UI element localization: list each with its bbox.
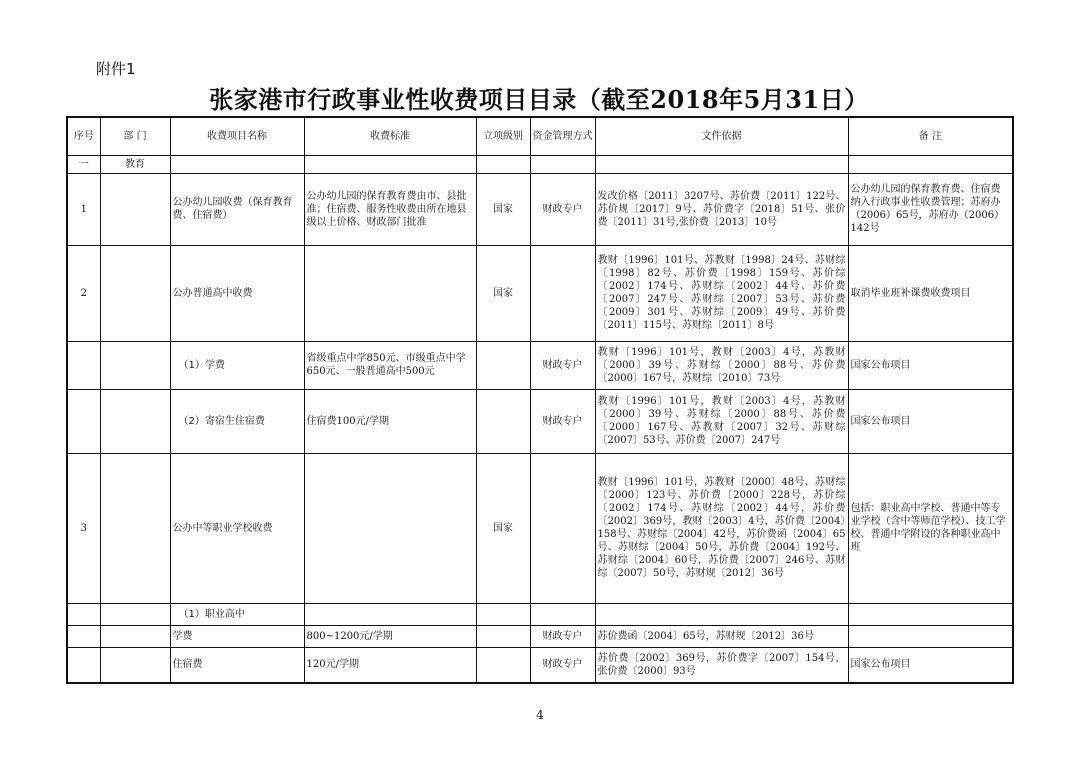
cell-seq: 3: [67, 453, 100, 603]
cell-docs: [595, 155, 848, 173]
document-title: 张家港市行政事业性收费项目目录（截至2018年5月31日）: [209, 85, 869, 114]
cell-name: [170, 155, 304, 173]
header-docs: 文件依据: [595, 117, 848, 155]
cell-notes: [848, 603, 1013, 625]
table-row: [67, 155, 1013, 173]
cell-name: 住宿费: [170, 647, 304, 683]
cell-seq: [67, 341, 100, 389]
cell-standard: [304, 453, 476, 603]
cell-level: 国家: [476, 453, 530, 603]
cell-dept: [100, 625, 170, 647]
cell-dept: [100, 389, 170, 453]
cell-notes: 国家公布项目: [848, 389, 1013, 453]
cell-notes: 公办幼儿园的保育教育费、住宿费纳入行政事业性收费管理；苏府办（2006）65号，苏府办（2006）142号: [848, 173, 1013, 245]
cell-docs: 教财〔1996〕101号，苏教财〔2000〕48号、苏财综〔2000〕123号、苏价费〔2000〕228号，苏价综〔2002〕174号、苏财综〔2002〕44号，苏价费〔2002〕369号，教财〔2003〕4号，苏价费〔2004〕158号、苏财综〔2004〕42号，苏价费函〔2004〕65号、苏财综〔2004〕50号，苏价费〔2004〕192号、苏财综〔2004〕60号，苏价费〔2007〕246号、苏财综〔2007〕50号，苏财规〔2012〕36号: [595, 453, 848, 603]
cell-standard: 省级重点中学850元、市级重点中学650元、一般普通高中500元: [304, 341, 476, 389]
cell-fund: 财政专户: [530, 647, 595, 683]
header-seq: 序号: [67, 117, 100, 155]
cell-docs: 教财〔1996〕101号，教财〔2003〕4号，苏教财〔2000〕39号、苏财综〔2000〕88号、苏价费〔2000〕167号，苏财综〔2010〕73号: [595, 341, 848, 389]
table-row: [67, 453, 1013, 603]
cell-level: [476, 155, 530, 173]
cell-name: 公办幼儿园收费（保育教育费、住宿费）: [170, 173, 304, 245]
cell-docs: 教财〔1996〕101号，教财〔2003〕4号，苏教财〔2000〕39号、苏财综〔2000〕88号、苏价费〔2000〕167号、苏教财〔2007〕32号、苏财综〔2007〕53号、苏价费〔2007〕247号: [595, 389, 848, 453]
cell-dept: [100, 245, 170, 341]
page-number: 4: [536, 708, 544, 722]
cell-dept: [100, 603, 170, 625]
cell-seq: [67, 389, 100, 453]
cell-level: [476, 341, 530, 389]
cell-standard: 800~1200元/学期: [304, 625, 476, 647]
cell-seq: [67, 625, 100, 647]
cell-name: （2）寄宿生住宿费: [170, 389, 304, 453]
cell-name: 公办普通高中收费: [170, 245, 304, 341]
cell-docs: 发改价格〔2011〕3207号、苏价费〔2011〕122号、苏价规〔2017〕9号、苏价费字〔2018〕51号、张价费〔2011〕31号,张价费〔2013〕10号: [595, 173, 848, 245]
cell-dept: 教育: [100, 155, 170, 173]
cell-fund: [530, 245, 595, 341]
cell-level: [476, 389, 530, 453]
cell-fund: 财政专户: [530, 625, 595, 647]
cell-fund: 财政专户: [530, 389, 595, 453]
table-row: [67, 245, 1013, 341]
cell-dept: [100, 453, 170, 603]
cell-docs: 苏价费函〔2004〕65号，苏财规〔2012〕36号: [595, 625, 848, 647]
header-standard: 收费标准: [304, 117, 476, 155]
cell-seq: [67, 647, 100, 683]
header-name: 收费项目名称: [170, 117, 304, 155]
table-row: [67, 389, 1013, 453]
cell-level: [476, 603, 530, 625]
cell-level: [476, 647, 530, 683]
cell-level: [476, 625, 530, 647]
cell-name: 学费: [170, 625, 304, 647]
header-dept: 部 门: [100, 117, 170, 155]
cell-notes: 国家公布项目: [848, 647, 1013, 683]
cell-level: 国家: [476, 173, 530, 245]
cell-name: （1）职业高中: [170, 603, 304, 625]
fee-table: [66, 116, 1014, 684]
cell-fund: 财政专户: [530, 173, 595, 245]
cell-fund: 财政专户: [530, 341, 595, 389]
cell-level: 国家: [476, 245, 530, 341]
table-row: [67, 647, 1013, 683]
cell-name: 公办中等职业学校收费: [170, 453, 304, 603]
cell-notes: 包括：职业高中学校、普通中等专业学校（含中等师范学校）、技工学校、普通中学附设的各种职业高中班: [848, 453, 1013, 603]
cell-notes: 取消毕业班补课费收费项目: [848, 245, 1013, 341]
cell-dept: [100, 341, 170, 389]
cell-docs: [595, 603, 848, 625]
cell-notes: 国家公布项目: [848, 341, 1013, 389]
cell-fund: [530, 155, 595, 173]
cell-dept: [100, 647, 170, 683]
table-row: [67, 625, 1013, 647]
cell-seq: [67, 603, 100, 625]
cell-seq: 1: [67, 173, 100, 245]
cell-fund: [530, 603, 595, 625]
table-header-row: [67, 117, 1013, 155]
header-level: 立项级别: [476, 117, 530, 155]
cell-notes: [848, 155, 1013, 173]
table-row: [67, 603, 1013, 625]
cell-dept: [100, 173, 170, 245]
cell-name: （1）学费: [170, 341, 304, 389]
table-row: [67, 173, 1013, 245]
cell-standard: 120元/学期: [304, 647, 476, 683]
table-row: [67, 341, 1013, 389]
cell-seq: 2: [67, 245, 100, 341]
cell-standard: [304, 155, 476, 173]
header-fund: 资金管理方式: [530, 117, 595, 155]
cell-docs: 苏价费〔2002〕369号，苏价费字〔2007〕154号，张价费〔2000〕93号: [595, 647, 848, 683]
cell-docs: 教财〔1996〕101号、苏教财〔1998〕24号、苏财综〔1998〕82号、苏价费〔1998〕159号、苏价综〔2002〕174号、苏财综〔2002〕44号、苏价费〔2007〕247号、苏财综〔2007〕53号、苏价费〔2009〕301号、苏财综〔2009〕49号、苏价费〔2011〕115号、苏财综〔2011〕8号: [595, 245, 848, 341]
header-notes: 备 注: [848, 117, 1013, 155]
cell-standard: [304, 245, 476, 341]
attachment-label: 附件1: [96, 60, 136, 78]
cell-seq: 一: [67, 155, 100, 173]
cell-notes: [848, 625, 1013, 647]
cell-standard: 住宿费100元/学期: [304, 389, 476, 453]
cell-fund: [530, 453, 595, 603]
cell-standard: [304, 603, 476, 625]
cell-standard: 公办幼儿园的保育教育费由市、县批准；住宿费、服务性收费由所在地县级以上价格、财政部门批准: [304, 173, 476, 245]
